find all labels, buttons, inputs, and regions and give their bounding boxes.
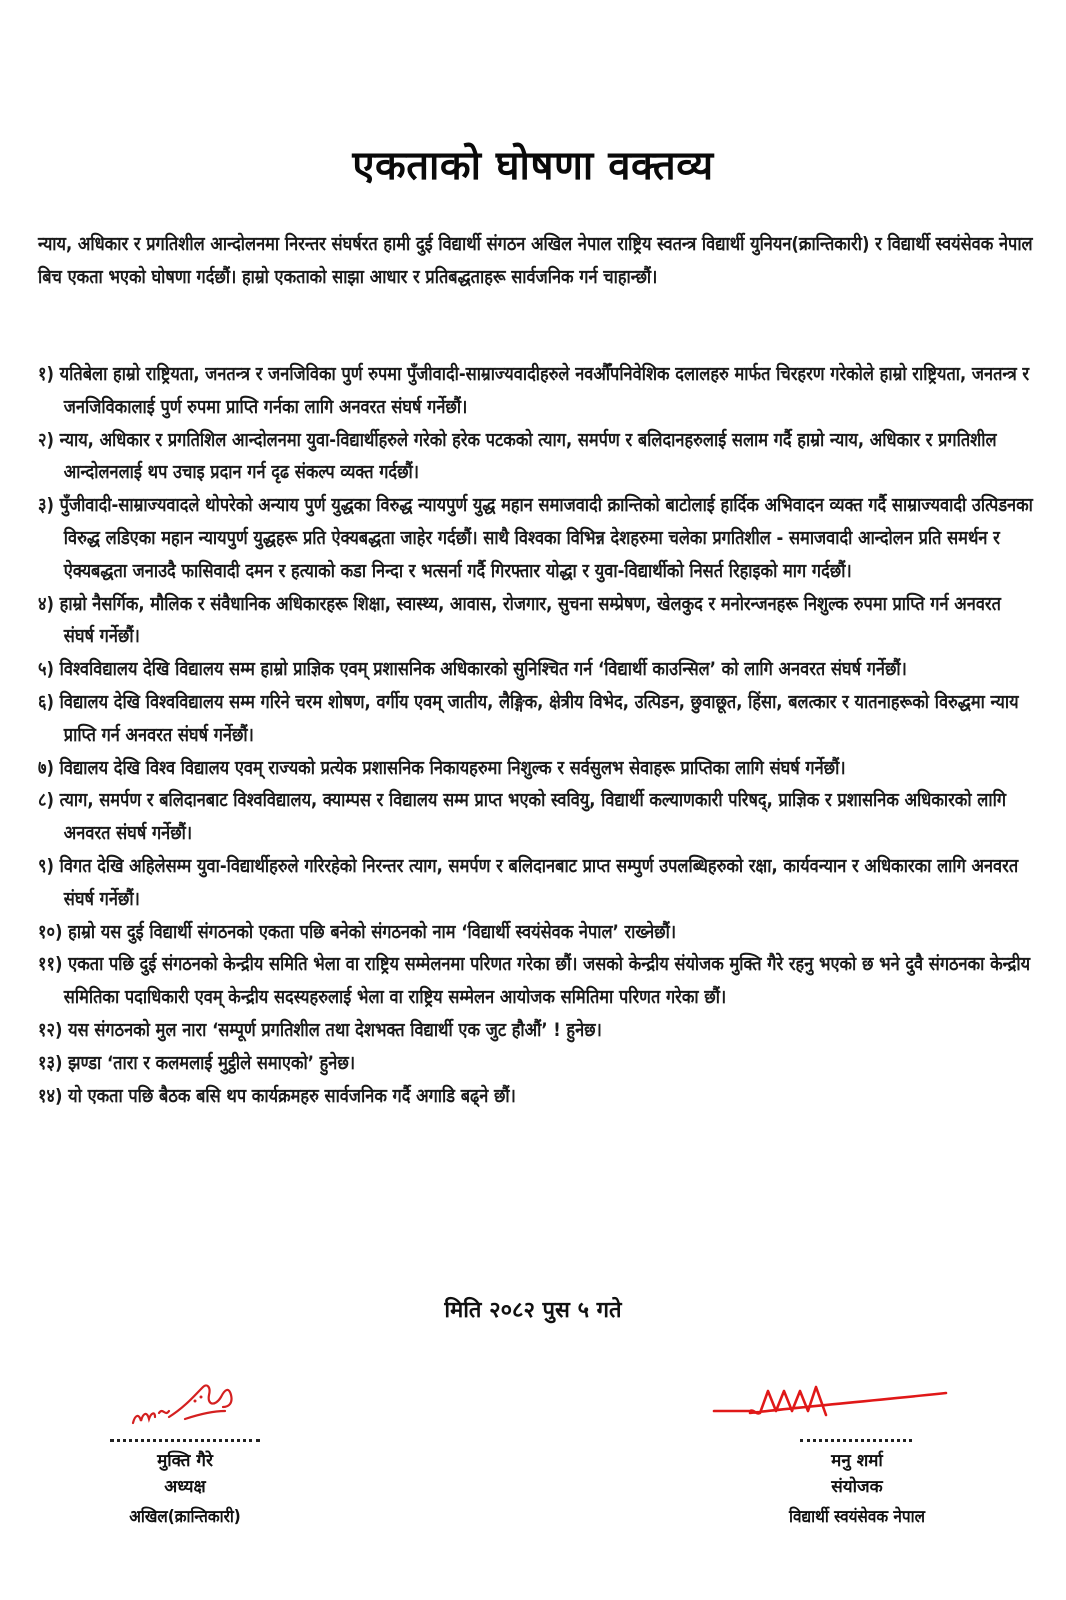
signatory-name: मनु शर्मा bbox=[831, 1451, 883, 1471]
point-number: ७) bbox=[38, 756, 54, 779]
signatory-name: मुक्ति गैरे bbox=[157, 1451, 213, 1471]
list-item bbox=[38, 358, 1036, 424]
point-text: झण्डा ‘तारा र कलमलाई मुट्ठीले समाएको’ हुनेछ। bbox=[68, 1051, 356, 1074]
handwritten-signature-icon bbox=[125, 1377, 245, 1433]
list-item bbox=[38, 653, 1036, 686]
signature-line bbox=[110, 1437, 260, 1442]
document-title: एकताको घोषणा वक्तव्य bbox=[352, 143, 714, 189]
point-text: एकता पछि दुई संगठनको केन्द्रीय समिति भेला वा राष्ट्रिय सम्मेलनमा परिणत गरेका छौं। जसको केन्द्रीय संयोजक मुक्ति गैरे रहनु भएको छ भने दुवै संगठनका केन्द्रीय समितिका पदाधिकारी एवम् केन्द्रीय सदस्यहरुलाई भेला वा राष्ट्रिय सम्मेलन आयोजक समितिमा परिणत गरेका छौं। bbox=[63, 953, 1031, 1009]
list-item bbox=[38, 686, 1036, 752]
document-date: मिति २०८२ पुस ५ गते bbox=[444, 1298, 622, 1323]
handwritten-signature-icon bbox=[710, 1379, 950, 1435]
point-text: न्याय, अधिकार र प्रगतिशिल आन्दोलनमा युवा-विद्यार्थीहरुले गरेको हरेक पटकको त्याग, समर्पण र बलिदानहरुलाई सलाम गर्दै हाम्रो न्याय, अधिकार र प्रगतिशील आन्दोलनलाई थप उचाइ प्रदान गर्न दृढ संकल्प व्यक्त गर्दछौं। bbox=[59, 428, 997, 484]
point-text: विद्यालय देखि विश्वविद्यालय सम्म गरिने चरम शोषण, वर्गीय एवम् जातीय, लैङ्गिक, क्षेत्रीय विभेद, उत्पिडन, छुवाछूत, हिंसा, बलत्कार र यातनाहरूको विरुद्धमा न्याय प्राप्ति गर्न अनवरत संघर्ष गर्नेछौं। bbox=[59, 690, 1019, 746]
point-number: ५) bbox=[38, 658, 54, 681]
point-text: यस संगठनको मुल नारा ‘सम्पूर्ण प्रगतिशील तथा देशभक्त विद्यार्थी एक जुट हौऔं’ ! हुनेछ। bbox=[68, 1018, 602, 1041]
point-number: १) bbox=[38, 363, 54, 385]
point-number: १४) bbox=[38, 1084, 63, 1107]
point-text: यतिबेला हाम्रो राष्ट्रियता, जनतन्त्र र जनजिविका पुर्ण रुपमा पुँजीवादी-साम्राज्यवादीहरुले नवऔँपनिवेशिक दलालहरु मार्फत चिरहरण गरेकोले हाम्रो राष्ट्रियता, जनतन्त्र र जनजिविकालाई पुर्ण रुपमा प्राप्ति गर्नका लागि अनवरत संघर्ष गर्नेछौं। bbox=[59, 363, 1030, 418]
list-item bbox=[38, 784, 1036, 850]
list-item bbox=[38, 489, 1036, 587]
list-item bbox=[38, 1047, 1036, 1080]
signatory-org: अखिल(क्रान्तिकारी) bbox=[129, 1507, 241, 1527]
point-number: ६) bbox=[38, 690, 54, 713]
point-number: २) bbox=[38, 428, 54, 451]
point-number: १२) bbox=[38, 1018, 63, 1041]
signatory-org: विद्यार्थी स्वयंसेवक नेपाल bbox=[789, 1507, 925, 1527]
point-text: विश्वविद्यालय देखि विद्यालय सम्म हाम्रो प्राज्ञिक एवम् प्रशासनिक अधिकारको सुनिश्चित गर्न ‘विद्यार्थी काउन्सिल’ को लागि अनवरत संघर्ष गर्नेछौं। bbox=[59, 658, 907, 681]
signatory-role: अध्यक्ष bbox=[164, 1477, 206, 1497]
point-text: त्याग, समर्पण र बलिदानबाट विश्वविद्यालय, क्याम्पस र विद्यालय सम्म प्राप्त भएको स्ववियु, विद्यार्थी कल्याणकारी परिषद्, प्राज्ञिक र प्रशासनिक अधिकारको लागि अनवरत संघर्ष गर्नेछौं। bbox=[59, 789, 1007, 845]
point-number: १३) bbox=[38, 1051, 63, 1074]
list-item bbox=[38, 1014, 1036, 1047]
intro-paragraph: न्याय, अधिकार र प्रगतिशील आन्दोलनमा निरन्तर संघर्षरत हामी दुई विद्यार्थी संगठन अखिल नेपाल राष्ट्रिय स्वतन्त्र विद्यार्थी युनियन(क्रान्तिकारी) र विद्यार्थी स्वयंसेवक नेपाल बिच एकता भएको घोषणा गर्दछौं। हाम्रो एकताको साझा आधार र प्रतिबद्धताहरू सार्वजनिक गर्न चाहान्छौं। bbox=[38, 233, 1033, 288]
signature-block-right bbox=[740, 1385, 960, 1530]
signatory-role: संयोजक bbox=[831, 1477, 883, 1497]
signature-image bbox=[95, 1385, 275, 1437]
signature-line bbox=[800, 1437, 912, 1442]
point-number: ११) bbox=[38, 953, 63, 976]
point-number: ८) bbox=[38, 789, 54, 812]
list-item bbox=[38, 752, 1036, 785]
point-text: विद्यालय देखि विश्व विद्यालय एवम् राज्यको प्रत्येक प्रशासनिक निकायहरुमा निशुल्क र सर्वसुलभ सेवाहरू प्राप्तिका लागि संघर्ष गर्नेछौं। bbox=[59, 756, 846, 779]
point-text: यो एकता पछि बैठक बसि थप कार्यक्रमहरु सार्वजनिक गर्दै अगाडि बढ्ने छौं। bbox=[68, 1084, 516, 1107]
point-number: ९) bbox=[38, 854, 54, 877]
point-number: ४) bbox=[38, 592, 54, 615]
points-list bbox=[38, 358, 1036, 1112]
point-text: हाम्रो नैसर्गिक, मौलिक र संवैधानिक अधिकारहरू शिक्षा, स्वास्थ्य, आवास, रोजगार, सुचना सम्प्रेषण, खेलकुद र मनोरन्जनहरू निशुल्क रुपमा प्राप्ति गर्न अनवरत संघर्ष गर्नेछौं। bbox=[59, 592, 1001, 648]
list-item bbox=[38, 1080, 1036, 1113]
list-item bbox=[38, 588, 1036, 654]
point-number: १०) bbox=[38, 920, 63, 943]
point-number: ३) bbox=[38, 494, 54, 517]
point-text: पुँजीवादी-साम्राज्यवादले थोपरेको अन्याय पुर्ण युद्धका विरुद्ध न्यायपुर्ण युद्ध महान समाजवादी क्रान्तिको बाटोलाई हार्दिक अभिवादन व्यक्त गर्दै साम्राज्यवादी उत्पिडनका विरुद्ध लडिएका महान न्यायपुर्ण युद्धहरू प्रति ऐक्यबद्धता जाहेर गर्दछौं। साथै विश्वका विभिन्न देशहरुमा चलेका प्रगतिशील - समाजवादी आन्दोलन प्रति समर्थन र ऐक्यबद्धता जनाउदै फासिवादी दमन र हत्याको कडा निन्दा र भत्सर्ना गर्दै गिरफ्तार योद्धा र युवा-विद्यार्थीको निसर्त रिहाइको माग गर्दछौं। bbox=[59, 494, 1033, 582]
signature-block-left bbox=[95, 1385, 275, 1530]
list-item bbox=[38, 850, 1036, 916]
list-item bbox=[38, 916, 1036, 949]
list-item bbox=[38, 424, 1036, 490]
list-item bbox=[38, 948, 1036, 1014]
point-text: हाम्रो यस दुई विद्यार्थी संगठनको एकता पछि बनेको संगठनको नाम ‘विद्यार्थी स्वयंसेवक नेपाल’ राख्नेछौं। bbox=[68, 920, 677, 943]
point-text: विगत देखि अहिलेसम्म युवा-विद्यार्थीहरुले गरिरहेको निरन्तर त्याग, समर्पण र बलिदानबाट प्राप्त सम्पुर्ण उपलब्धिहरुको रक्षा, कार्यवन्यान र अधिकारका लागि अनवरत संघर्ष गर्नेछौं। bbox=[59, 854, 1019, 910]
signature-image bbox=[740, 1385, 960, 1437]
